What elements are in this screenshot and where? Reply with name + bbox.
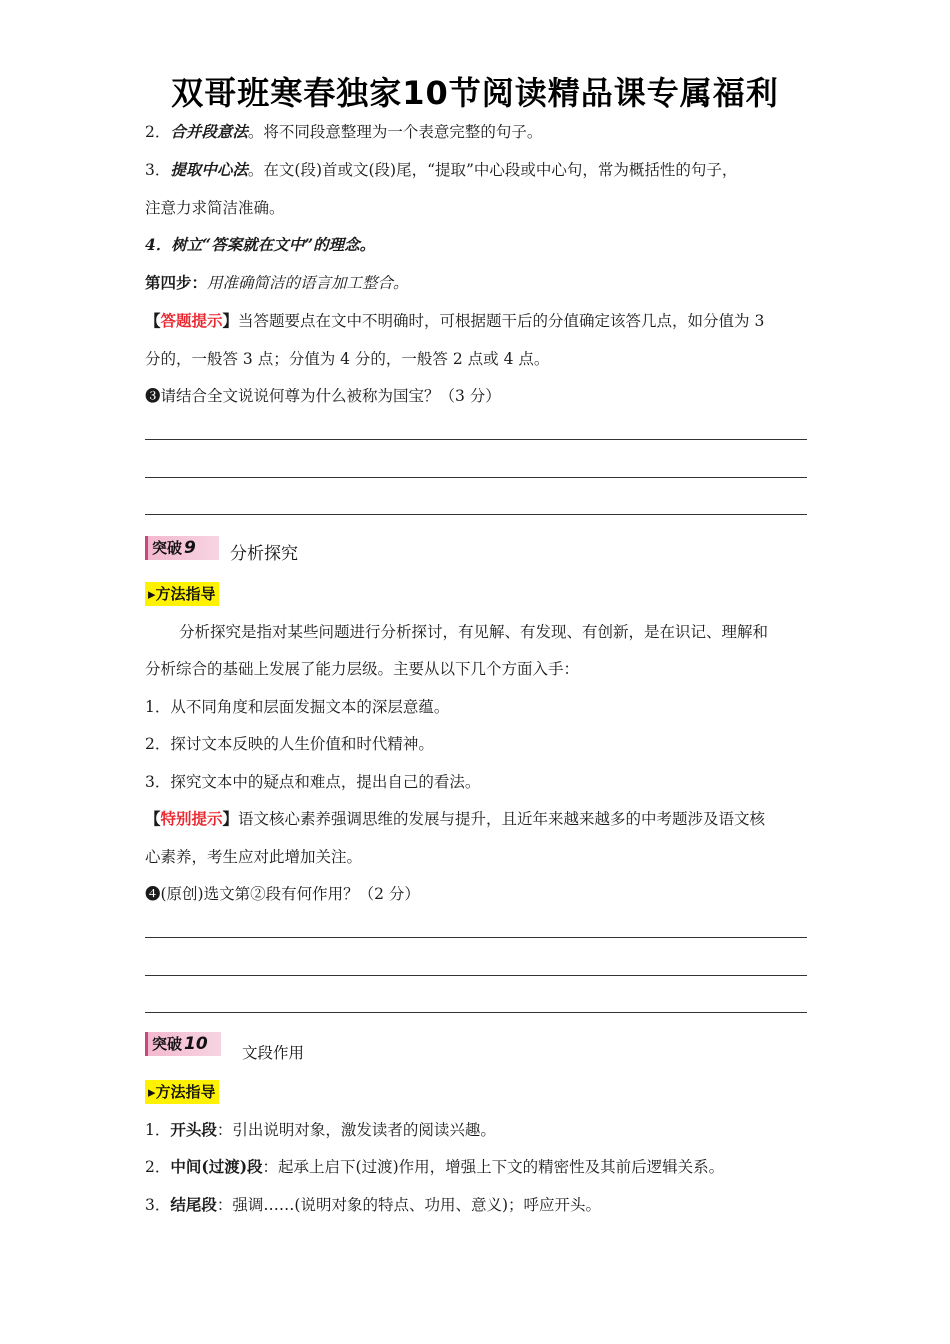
breakthrough-badge-9 xyxy=(145,536,219,560)
list-item: 1．从不同角度和层面发掘文本的深层意蕴。 xyxy=(145,698,450,716)
method-guide-label: ▸方法指导 xyxy=(145,582,219,606)
answer-tip-cont: 分的，一般答 3 点；分值为 4 分的，一般答 2 点或 4 点。 xyxy=(145,350,550,368)
bracket-open: 【 xyxy=(145,809,161,828)
answer-line[interactable] xyxy=(145,937,807,938)
list-item xyxy=(145,1155,724,1179)
method-item-3 xyxy=(145,158,737,182)
item-term: 开头段 xyxy=(170,1120,217,1139)
bracket-close: 】 xyxy=(222,809,239,828)
intro-paragraph: 分析探究是指对某些问题进行分析探讨，有见解、有发现、有创新，是在识记、理解和 xyxy=(179,623,769,641)
item-number: 3． xyxy=(145,161,171,179)
special-tip-cont: 心素养，考生应对此增加关注。 xyxy=(145,848,363,866)
item-text: ：引出说明对象，激发读者的阅读兴趣。 xyxy=(216,1121,496,1139)
item-text: 。将不同段意整理为一个表意完整的句子。 xyxy=(247,123,543,141)
item-text: ：强调……(说明对象的特点、功用、意义)；呼应开头。 xyxy=(216,1196,601,1214)
list-item xyxy=(145,1118,496,1142)
tip-text: 当答题要点在文中不明确时，可根据题干后的分值确定该答几点，如分值为 3 xyxy=(238,312,765,330)
method-item-3-cont: 注意力求简洁准确。 xyxy=(145,199,285,217)
list-item: 3．探究文本中的疑点和难点，提出自己的看法。 xyxy=(145,773,481,791)
answer-line[interactable] xyxy=(145,514,807,515)
item-number: 3． xyxy=(145,1196,171,1214)
question-3: ❸请结合全文说说何尊为什么被称为国宝？（3 分） xyxy=(145,387,501,405)
answer-line[interactable] xyxy=(145,1012,807,1013)
item-number: 2． xyxy=(145,1158,171,1176)
badge-number: 10 xyxy=(184,1034,208,1054)
answer-line[interactable] xyxy=(145,477,807,478)
tip-label: 特别提示 xyxy=(160,809,223,828)
special-tip xyxy=(145,807,765,831)
method-item-4: 4．树立“答案就在文中”的理念。 xyxy=(145,235,376,254)
breakthrough-badge-10 xyxy=(145,1032,221,1056)
question-4: ❹(原创)选文第②段有何作用？（2 分） xyxy=(145,885,420,903)
section-title: 分析探究 xyxy=(230,544,298,564)
bracket-close: 】 xyxy=(222,311,239,330)
step-four xyxy=(145,271,409,295)
item-term: 结尾段 xyxy=(170,1195,217,1214)
method-item-2 xyxy=(145,120,542,144)
answer-tip xyxy=(145,309,764,333)
answer-line[interactable] xyxy=(145,975,807,976)
item-term: 提取中心法 xyxy=(170,160,248,179)
step-text: 用准确简洁的语言加工整合。 xyxy=(207,274,409,292)
item-number: 1． xyxy=(145,1121,171,1139)
method-guide-label: ▸方法指导 xyxy=(145,1080,219,1104)
list-item: 2．探讨文本反映的人生价值和时代精神。 xyxy=(145,735,434,753)
answer-line[interactable] xyxy=(145,439,807,440)
step-label: 第四步： xyxy=(145,273,208,292)
list-item xyxy=(145,1193,601,1217)
badge-text: 突破 xyxy=(152,539,183,557)
item-text: ：起承上启下(过渡)作用，增强上下文的精密性及其前后逻辑关系。 xyxy=(262,1158,725,1176)
bracket-open: 【 xyxy=(145,311,161,330)
badge-text: 突破 xyxy=(152,1035,183,1053)
badge-number: 9 xyxy=(184,538,196,558)
intro-paragraph-cont: 分析综合的基础上发展了能力层级。主要从以下几个方面入手： xyxy=(145,660,580,678)
tip-text: 语文核心素养强调思维的发展与提升，且近年来越来越多的中考题涉及语文核 xyxy=(238,810,766,828)
item-term: 合并段意法 xyxy=(170,122,248,141)
item-text: 。在文(段)首或文(段)尾，“提取”中心段或中心句，常为概括性的句子， xyxy=(247,161,738,179)
section-title: 文段作用 xyxy=(242,1044,305,1062)
item-term: 中间(过渡)段 xyxy=(170,1157,263,1176)
item-number: 2． xyxy=(145,123,171,141)
tip-label: 答题提示 xyxy=(160,311,223,330)
page-header-title: 双哥班寒春独家10节阅读精品课专属福利 xyxy=(171,74,779,112)
